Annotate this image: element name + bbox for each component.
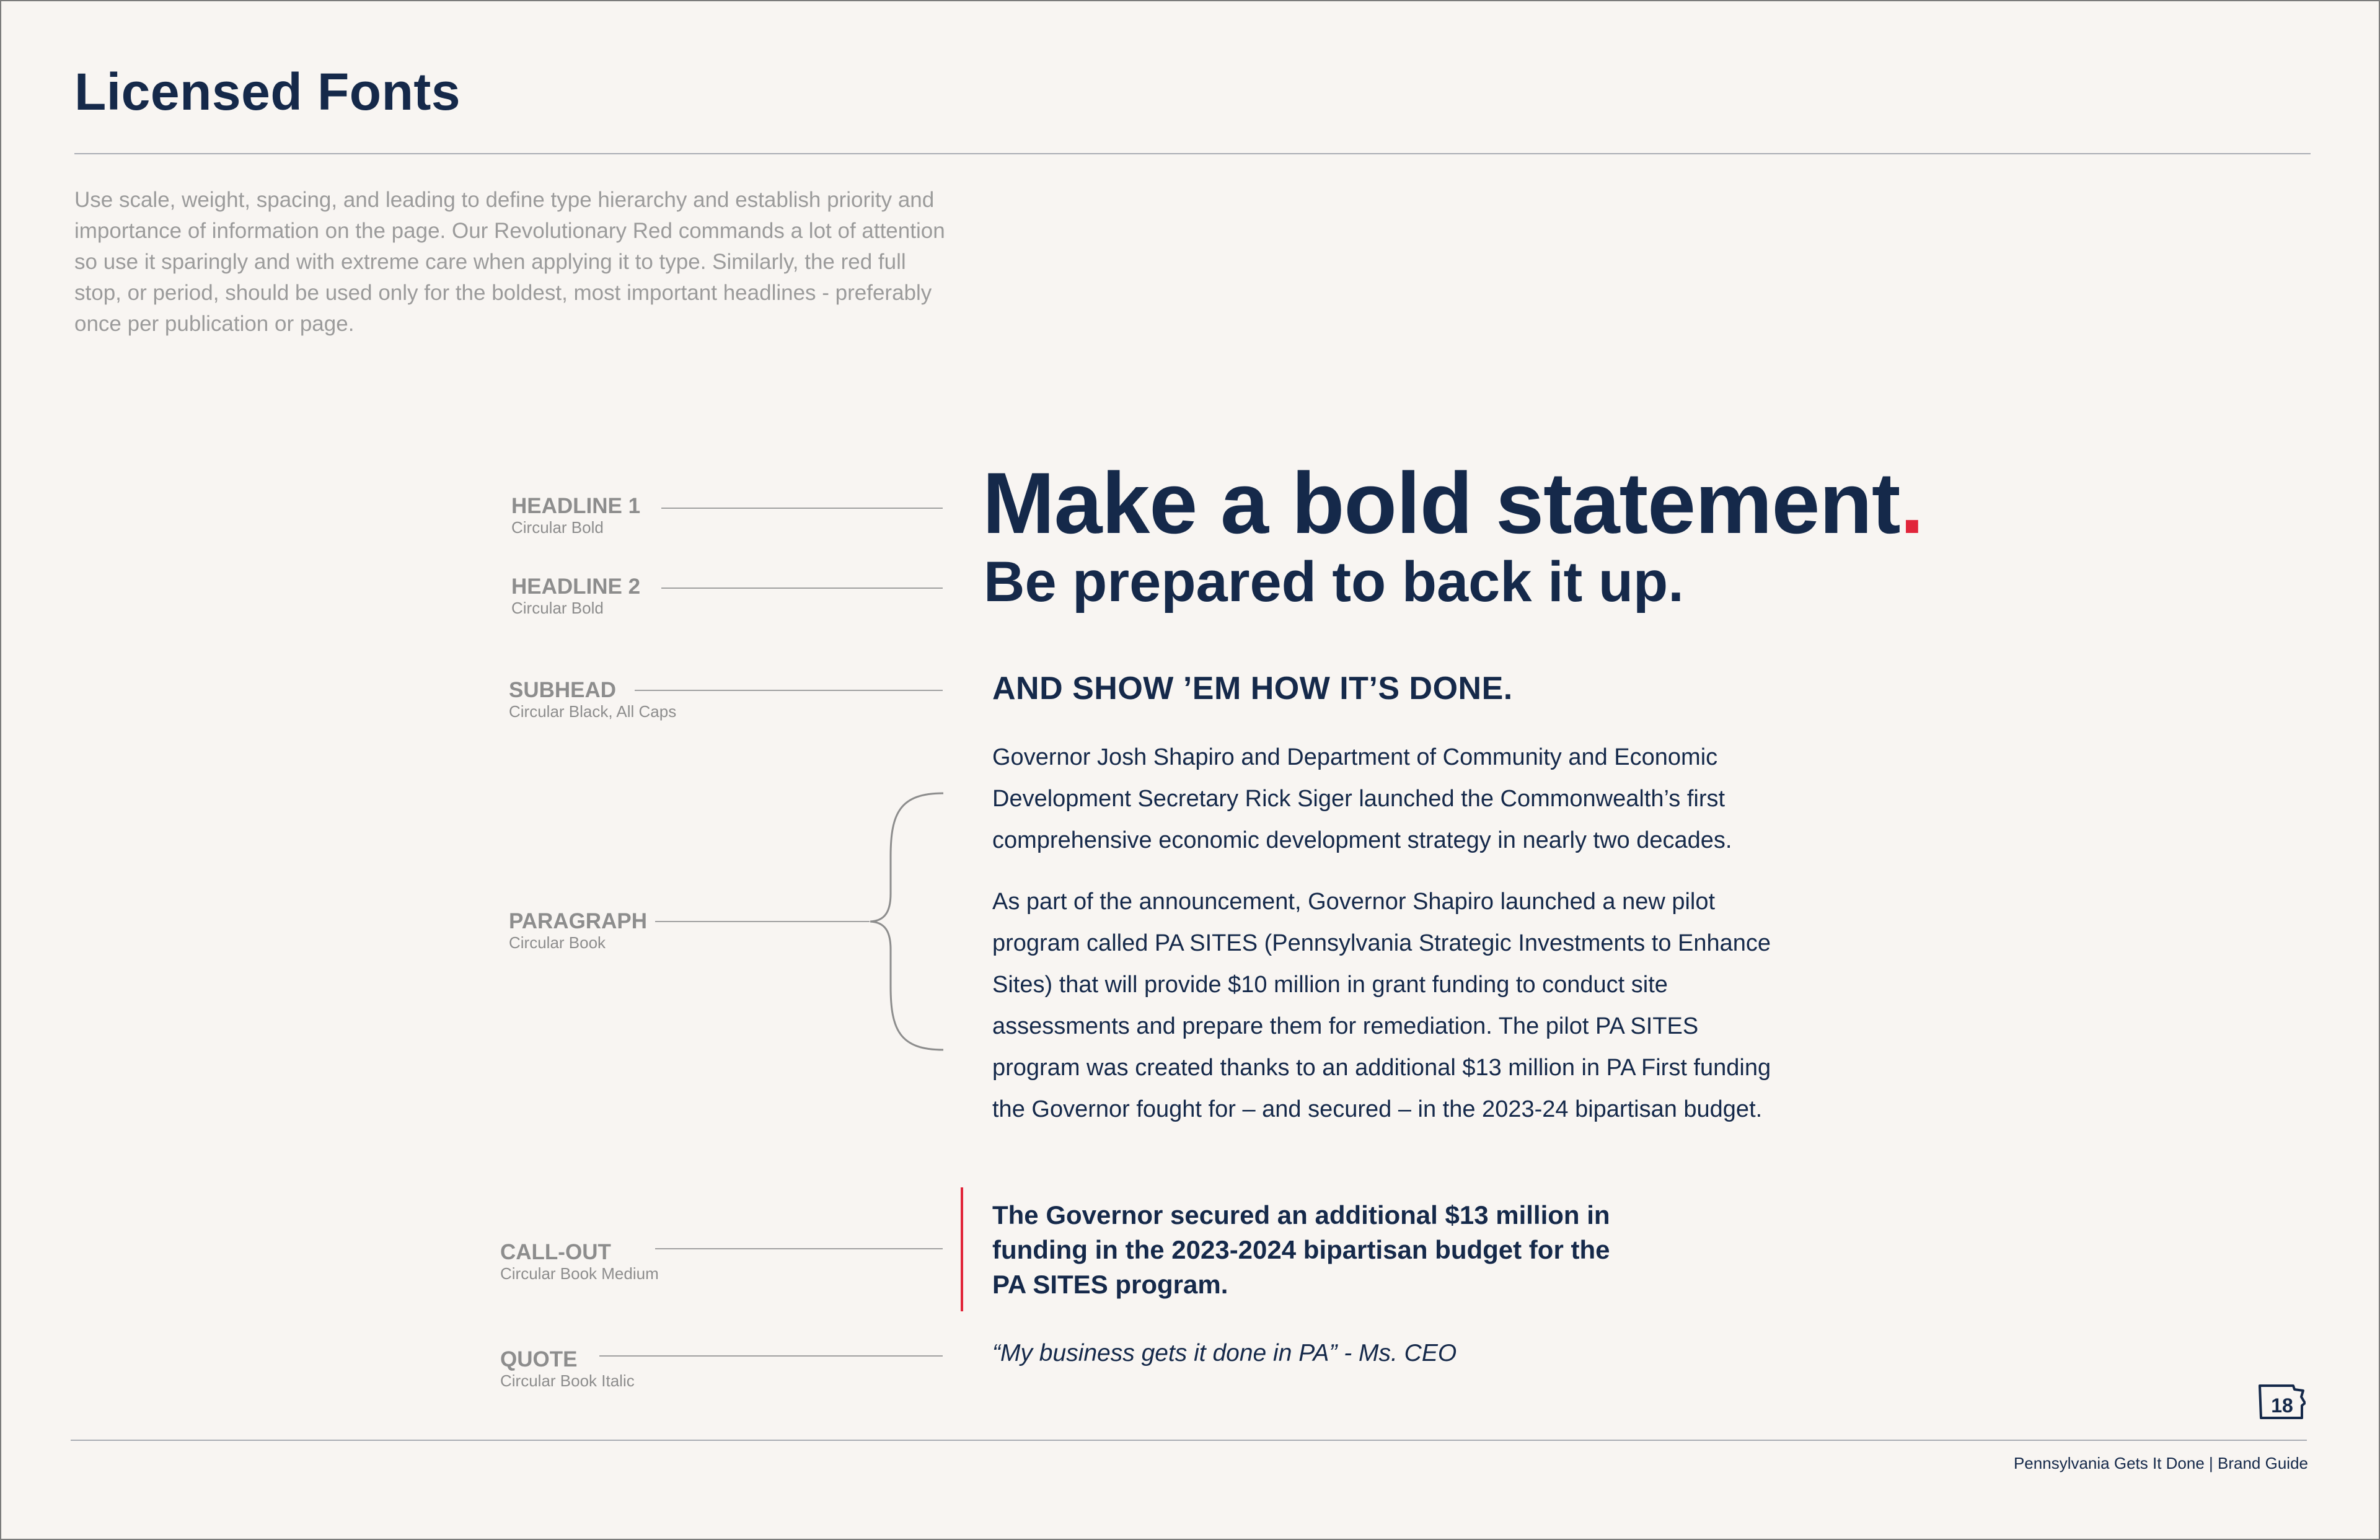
spec-headline2 — [511, 575, 640, 617]
intro-text: Use scale, weight, spacing, and leading to define type hierarchy and establish priority and importance of information on the page. Our Revolutionary Red commands a lot of attention so use it sparingly and with extreme care when applying it to type. Similarly, the red full stop, or period, should be used only for the boldest, most important headlines - preferably once per publication or page. — [74, 188, 945, 336]
spec-subhead — [509, 679, 676, 721]
leader-line-headline1 — [661, 508, 943, 509]
spec-quote-name: QUOTE — [500, 1347, 578, 1371]
quote-sample: “My business gets it done in PA” - Ms. CEO — [992, 1340, 1457, 1366]
headline1-text: Make a bold statement — [982, 454, 1900, 552]
header-divider — [74, 153, 2311, 154]
spec-headline2-font: Circular Bold — [511, 599, 604, 617]
callout-accent-bar — [961, 1187, 963, 1311]
spec-subhead-name: SUBHEAD — [509, 678, 617, 702]
spec-paragraph — [509, 910, 647, 952]
leader-line-subhead — [635, 690, 943, 691]
headline2-sample: Be prepared to back it up. — [984, 550, 1684, 614]
spec-headline1 — [511, 495, 640, 537]
spec-headline1-name: HEADLINE 1 — [511, 494, 641, 518]
spec-headline1-font: Circular Bold — [511, 518, 604, 537]
spec-paragraph-name: PARAGRAPH — [509, 909, 647, 933]
paragraph-sample-2: As part of the announcement, Governor Shapiro launched a new pilot program called PA SITES (Pennsylvania Strategic Investments to Enhance Sites) that will provide $10 million in grant funding to conduct site assessments and prepare them for remediation. The pilot PA SITES program was created thanks to an additional $13 million in PA First funding the Governor fought for – and secured – in the 2023-24 bipartisan budget. — [992, 889, 1771, 1122]
callout-sample: The Governor secured an additional $13 million in funding in the 2023-2024 bipartisan budget for the PA SITES program. — [992, 1200, 1610, 1299]
leader-line-headline2 — [661, 587, 943, 589]
paragraph-sample-1: Governor Josh Shapiro and Department of Community and Economic Development Secretary Rick Siger launched the Commonwealth’s first comprehensive economic development strategy in nearly two decades. — [992, 744, 1732, 853]
footer-divider — [71, 1440, 2307, 1441]
spec-callout-name: CALL-OUT — [500, 1240, 611, 1264]
spec-subhead-font: Circular Black, All Caps — [509, 702, 677, 721]
footer-text: Pennsylvania Gets It Done | Brand Guide — [2013, 1454, 2308, 1472]
spec-quote-font: Circular Book Italic — [500, 1371, 635, 1390]
leader-line-quote — [599, 1355, 943, 1357]
spec-paragraph-font: Circular Book — [509, 933, 606, 952]
red-full-stop: . — [1900, 454, 1924, 552]
leader-line-paragraph — [655, 921, 870, 922]
spec-callout — [500, 1241, 659, 1283]
paragraph-brace — [863, 788, 950, 1055]
leader-line-callout — [655, 1248, 943, 1249]
page-number: 18 — [2271, 1394, 2293, 1417]
page-title: Licensed Fonts — [74, 63, 461, 121]
spec-headline2-name: HEADLINE 2 — [511, 574, 641, 599]
spec-callout-font: Circular Book Medium — [500, 1264, 659, 1283]
subhead-sample: AND SHOW ’EM HOW IT’S DONE. — [992, 671, 1513, 706]
headline1-sample — [982, 454, 1923, 553]
spec-quote — [500, 1348, 635, 1390]
